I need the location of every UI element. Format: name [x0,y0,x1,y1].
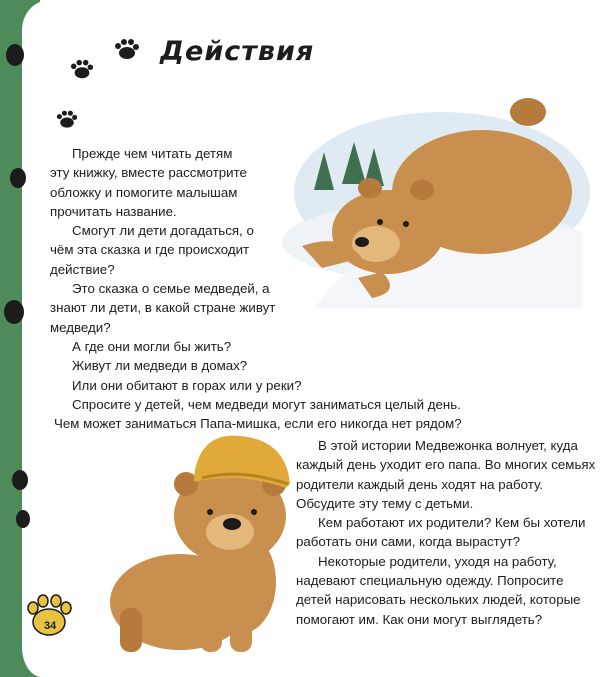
paragraph: В этой истории Медвежонка волнует, куда каждый день уходит его папа. Во многих семьях родители каждый день ходят на работу. Обсудите эту тему с детьми. [296,438,596,511]
page-title: Действия [160,36,315,67]
paragraph: Прежде чем читать детям эту книжку, вместе рассмотрите обложку и помогите малышам прочитать название. [50,146,247,219]
cub-with-helmet-illustration [90,432,290,660]
border-paw-print [16,510,30,528]
paw-print-icon [56,108,78,132]
paw-print-icon [70,58,94,82]
paw-print-icon [114,38,140,62]
border-paw-print [10,168,26,188]
paragraph: А где они могли бы жить? [72,338,232,354]
border-paw-print [12,470,28,490]
paragraph: Это сказка о семье медведей, а знают ли дети, в какой стране живут медведи? [50,281,276,335]
paragraph: Некоторые родители, уходя на работу, надевают специальную одежду. Попросите детей нарисовать нескольких людей, которые помогают им. Как они могут выглядеть? [296,553,581,627]
work-text-block [296,436,596,629]
border-paw-print [4,300,24,324]
paragraph: Кем работают их родители? Кем бы хотели работать они сами, когда вырастут? [296,515,586,550]
paragraph: Чем может заниматься Папа-мишка, если его никогда нет рядом? [54,416,462,432]
paragraph: Или они обитают в горах или у реки? [72,377,302,393]
paragraph: Живут ли медведи в домах? [72,358,248,374]
page-number: 34 [44,620,57,632]
paragraph: Спросите у детей, чем медведи могут заниматься целый день. [72,396,461,412]
paragraph: Смогут ли дети догадаться, о чём эта сказка и где происходит действие? [50,223,254,277]
intro-text-block [50,144,470,433]
border-paw-print [6,44,24,66]
